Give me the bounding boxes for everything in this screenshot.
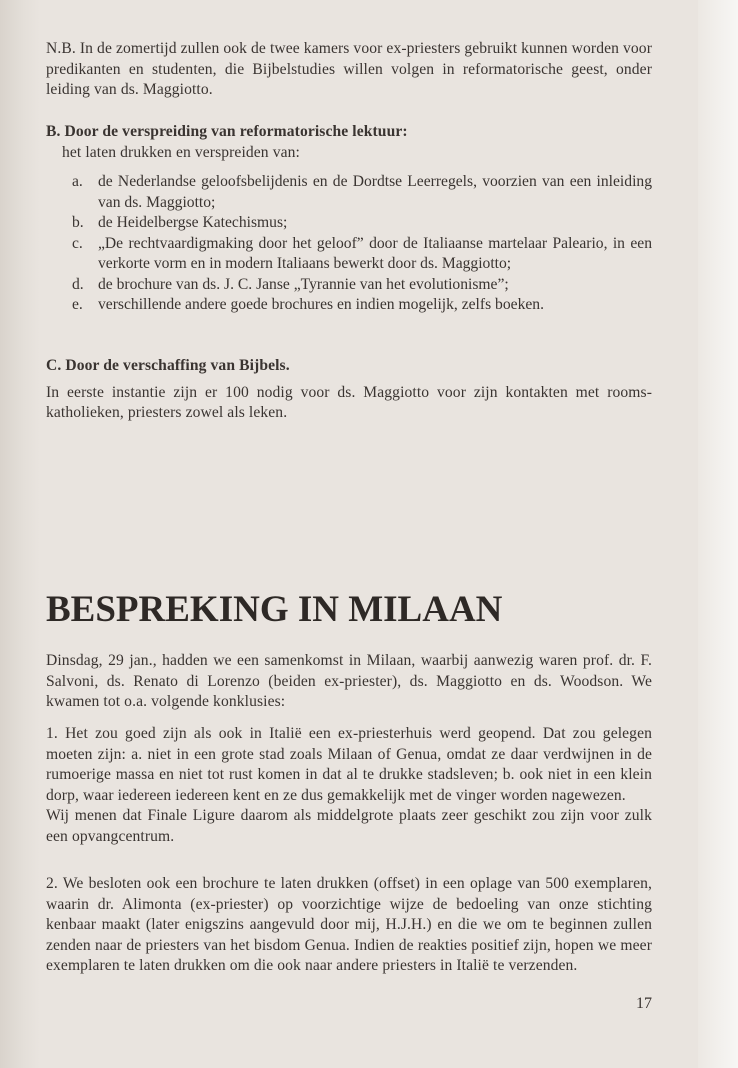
list-item-b <box>72 213 652 234</box>
section-c-title: C. Door de verschaffing van Bijbels. <box>46 357 290 374</box>
paragraph-point-1 <box>46 724 652 847</box>
nb-paragraph: N.B. In de zomertijd zullen ook de twee kamers voor ex-priesters gebruikt kunnen worden voor predikanten en studenten, die Bijbelstudies willen volgen in reformatorische geest, onder leiding van ds. Maggiotto. <box>46 40 652 98</box>
list-item-text: „De rechtvaardigmaking door het geloof” door de Italiaanse martelaar Paleario, in een verkorte vorm en in modern Italiaans bewerkt door ds. Maggiotto; <box>98 234 652 272</box>
list-item-a <box>72 172 652 213</box>
page-number: 17 <box>636 995 652 1012</box>
list-item-text: de Nederlandse geloofsbelijdenis en de Dordtse Leerregels, voorzien van een inleiding van ds. Maggiotto; <box>98 173 652 211</box>
list-item-text: de Heidelbergse Katechismus; <box>98 214 288 231</box>
section-b-title: B. Door de verspreiding van reformatorische lektuur: <box>46 123 408 140</box>
list-item-text: de brochure van ds. J. C. Janse „Tyrannie van het evolutionisme”; <box>98 275 509 293</box>
list-marker: c. <box>72 234 83 252</box>
section-b-list <box>46 172 652 316</box>
paragraph-point-1-conclusion: Wij menen dat Finale Ligure daarom als middelgrote plaats zeer geschikt zou zijn voor zulk een opvangcentrum. <box>46 807 652 845</box>
page-edge <box>698 0 738 1068</box>
list-item-e <box>72 295 652 316</box>
paragraph-point-1-text: 1. Het zou goed zijn als ook in Italië een ex-priesterhuis werd geopend. Dat zou gelegen moeten zijn: a. niet in een grote stad zoals Milaan of Genua, omdat ze daar verdwijnen in de rumoerige massa en niet tot rust komen in dat al te drukke stadsleven; b. ook niet in een klein dorp, waar iedereen iedereen kent en ze dus gemakkelijk met de vinger worden nagewezen. <box>46 725 652 804</box>
list-item-d <box>72 275 652 296</box>
list-item-c <box>72 234 652 275</box>
section-c-text: In eerste instantie zijn er 100 nodig voor ds. Maggiotto voor zijn kontakten met rooms-katholieken, priesters zowel als leken. <box>46 383 652 421</box>
section-c <box>46 350 652 424</box>
list-marker: e. <box>72 296 83 313</box>
chapter-heading: BESPREKING IN MILAAN <box>46 589 503 630</box>
page-binding-shadow <box>0 0 40 1068</box>
paragraph-meeting: Dinsdag, 29 jan., hadden we een samenkomst in Milaan, waarbij aanwezig waren prof. dr. F. Salvoni, ds. Renato di Lorenzo (beiden ex-priester), ds. Maggiotto en ds. Woodson. We kwamen tot o.a. volgende konklusies: <box>46 652 652 710</box>
section-b <box>46 122 652 316</box>
list-marker: d. <box>72 275 84 293</box>
paragraph-point-2: 2. We besloten ook een brochure te laten drukken (offset) in een oplage van 500 exemplaren, waarin dr. Alimonta (ex-priester) op voorzichtige wijze de bedoeling van onze stichting kenbaar maakt (later enigszins aangevuld door mij, H.J.H.) en die we om te beginnen zullen zenden naar de priesters van het bisdom Genua. Indien de reakties positief zijn, hopen we meer exemplaren te laten drukken om die ook naar andere priesters in Italië te verzenden. <box>46 875 652 974</box>
list-marker: a. <box>72 173 83 190</box>
list-item-text: verschillende andere goede brochures en indien mogelijk, zelfs boeken. <box>98 296 544 313</box>
list-marker: b. <box>72 214 84 231</box>
section-b-intro: het laten drukken en verspreiden van: <box>62 143 300 161</box>
